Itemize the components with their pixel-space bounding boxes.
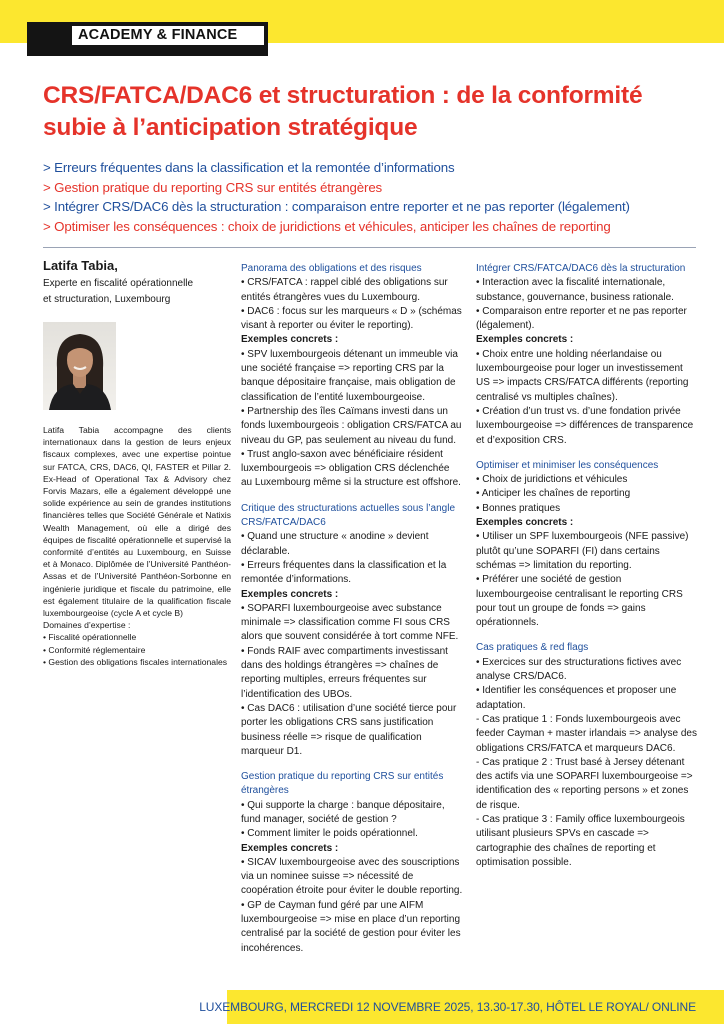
examples-label: Exemples concrets : — [241, 842, 339, 854]
section-item: • Préférer une société de gestion luxembourgeoise centralisant le reporting CRS pour tout un groupe de fonds => gains opérationnels. — [476, 574, 683, 629]
section-item: • Trust anglo-saxon avec bénéficiaire résident luxembourgeois => obligation CRS déclenchée au Luxembourg même si la structure est offshore. — [241, 448, 461, 489]
examples-label: Exemples concrets : — [241, 334, 339, 346]
speaker-role-line: Experte en fiscalité opérationnelle — [43, 278, 194, 289]
section-item: • Qui supporte la charge : banque dépositaire, fund manager, société de gestion ? — [241, 799, 445, 825]
section-item: • SOPARFI luxembourgeoise avec substance minimale => classification comme FI sous CRS alors que souvent considérée à tort comme NFE. — [241, 602, 459, 643]
divider — [43, 247, 696, 248]
key-point: > Intégrer CRS/DAC6 dès la structuration : comparaison entre reporter et ne pas reporter (légalement) — [43, 199, 630, 215]
section-title: Gestion pratique du reporting CRS sur entités étrangères — [241, 771, 444, 797]
speaker-photo — [43, 322, 116, 410]
section-item: • Choix de juridictions et véhicules — [476, 474, 628, 486]
domain-item: • Gestion des obligations fiscales internationales — [43, 656, 228, 667]
section-item: • Quand une structure « anodine » devient déclarable. — [241, 531, 429, 557]
section-title: Intégrer CRS/FATCA/DAC6 dès la structuration — [476, 263, 686, 274]
event-details: LUXEMBOURG, MERCREDI 12 NOVEMBRE 2025, 13.30-17.30, HÔTEL LE ROYAL/ ONLINE — [199, 1000, 696, 1014]
section-item: • Interaction avec la fiscalité internationale, substance, gouvernance, business rationale. — [476, 277, 674, 303]
program-section — [476, 262, 698, 448]
section-item: • CRS/FATCA : rappel ciblé des obligations sur entités étrangères vues du Luxembourg. — [241, 277, 448, 303]
section-item: • Comparaison entre reporter et ne pas reporter (légalement). — [476, 305, 687, 332]
program-section — [241, 262, 463, 491]
program-section — [241, 770, 463, 956]
section-item: • Anticiper les chaînes de reporting — [476, 488, 631, 500]
section-item: • Erreurs fréquentes dans la classification et la remontée d’informations. — [241, 559, 447, 586]
key-point: > Optimiser les conséquences : choix de juridictions et véhicules, anticiper les chaînes de reporting — [43, 218, 611, 234]
speaker-portrait-icon — [43, 322, 116, 410]
key-point: > Gestion pratique du reporting CRS sur entités étrangères — [43, 179, 383, 195]
examples-label: Exemples concrets : — [476, 334, 574, 346]
section-item: • Bonnes pratiques — [476, 502, 561, 514]
program-column-right — [476, 262, 698, 881]
section-item: • Choix entre une holding néerlandaise ou luxembourgeoise pour loger un investissement US => impacts CRS/FATCA différents (reporting centralisé vs multiples chaînes). — [476, 348, 689, 403]
section-item: • GP de Cayman fund géré par une AIFM luxembourgeoise => mise en place d’un reporting centralisé par la société de gestion pour éviter les incohérences. — [241, 899, 461, 954]
domains-list — [43, 631, 231, 668]
section-item: • Partnership des îles Caïmans investi dans un fonds luxembourgeois : obligation CRS/FATCA au niveau du GP, pas seulement au niveau du fund. — [241, 405, 462, 446]
examples-label: Exemples concrets : — [241, 588, 339, 600]
section-item: - Cas pratique 3 : Family office luxembourgeois utilisant plusieurs SPVs en cascade => cartographie des chaînes de reporting et optimisation possible. — [476, 813, 685, 868]
key-points — [43, 158, 713, 236]
section-item: • Fonds RAIF avec compartiments investissant dans des holdings étrangères => chaînes de reporting multiples, erreurs fréquentes sur l’identification des UBOs. — [241, 645, 448, 700]
section-item: • Comment limiter le poids opérationnel. — [241, 828, 418, 840]
section-item: • Identifier les conséquences et proposer une adaptation. — [476, 685, 677, 711]
examples-label: Exemples concrets : — [476, 517, 574, 529]
program-section — [476, 641, 698, 870]
domains-label: Domaines d’expertise : — [43, 620, 131, 631]
section-item: • Création d’un trust vs. d’une fondation privée luxembourgeoise => différences de transparence et d’exposition CRS. — [476, 405, 694, 446]
section-item: • Utiliser un SPF luxembourgeois (NFE passive) plutôt qu’une SOPARFI (FI) dans certains schémas => limitation du reporting. — [476, 531, 689, 571]
speaker-bio — [43, 424, 231, 668]
section-title: Cas pratiques & red flags — [476, 642, 589, 654]
section-item: • SPV luxembourgeois détenant un immeuble via une société française => reporting CRS par la banque dépositaire française, mais obligation de classification de l’entité luxembourgeoise. — [241, 348, 458, 403]
program-section — [241, 502, 463, 759]
program-section — [476, 459, 698, 631]
section-item: - Cas pratique 2 : Trust basé à Jersey détenant des actifs via une SOPARFI luxembourgeoise => identification des « reporting persons » et zones de risque. — [476, 756, 693, 811]
section-title: Panorama des obligations et des risques — [241, 263, 422, 274]
speaker-name: Latifa Tabia, — [43, 258, 118, 273]
key-point: > Erreurs fréquentes dans la classification et la remontée d’informations — [43, 160, 455, 175]
bio-text: Latifa Tabia accompagne des clients internationaux dans la gestion de leurs enjeux fiscaux complexes, avec une expertise pointue sur FATCA, CRS, DAC6, QI, FASTER et Pillar 2. Ex-Head of Operational Tax & Advisory chez Forvis Mazars, elle a également développé une solide expérience au sein de grandes institutions financières telles que Société Générale et Natixis Wealth Management, où elle a dirigé des équipes de fiscalité opérationnelle et supervisé la conformité d’entités au Luxembourg, en Suisse et à Monaco. Diplômée de l’Université Panthéon-Assas et de l’Université Panthéon-Sorbonne en ingénierie juridique et fiscale du patrimoine, elle est également titulaire de la qualification fiscale luxembourgeoise (cycle A et cycle B) — [43, 425, 231, 619]
program-column-middle — [241, 262, 463, 967]
speaker-role-line: et structuration, Luxembourg — [43, 294, 171, 305]
section-title: Optimiser et minimiser les conséquences — [476, 459, 659, 471]
section-item: • Exercices sur des structurations fictives avec analyse CRS/DAC6. — [476, 656, 682, 683]
section-item: • Cas DAC6 : utilisation d’une société tierce pour porter les obligations CRS sans justification business réelle => risque de qualification marqueur D1. — [241, 702, 457, 757]
domain-item: • Conformité réglementaire — [43, 644, 146, 655]
speaker-role — [43, 276, 223, 308]
section-item: • SICAV luxembourgeoise avec des souscriptions via un nominee suisse => nécessité de coopération étroite pour éviter le double reporting. — [241, 856, 463, 897]
footer-bar — [199, 990, 724, 1024]
section-title: Critique des structurations actuelles sous l’angle CRS/FATCA/DAC6 — [241, 502, 455, 529]
domain-item: • Fiscalité opérationnelle — [43, 632, 137, 643]
section-item: • DAC6 : focus sur les marqueurs « D » (schémas visant à reporter ou éviter le reporting). — [241, 305, 462, 332]
page-title: CRS/FATCA/DAC6 et structuration : de la conformité subie à l’anticipation stratégique — [43, 82, 643, 141]
brand-label: ACADEMY & FINANCE — [78, 27, 238, 43]
section-item: - Cas pratique 1 : Fonds luxembourgeois avec feeder Cayman + master irlandais => analyse des obligations CRS/FATCA et marqueurs DAC6. — [476, 713, 697, 754]
